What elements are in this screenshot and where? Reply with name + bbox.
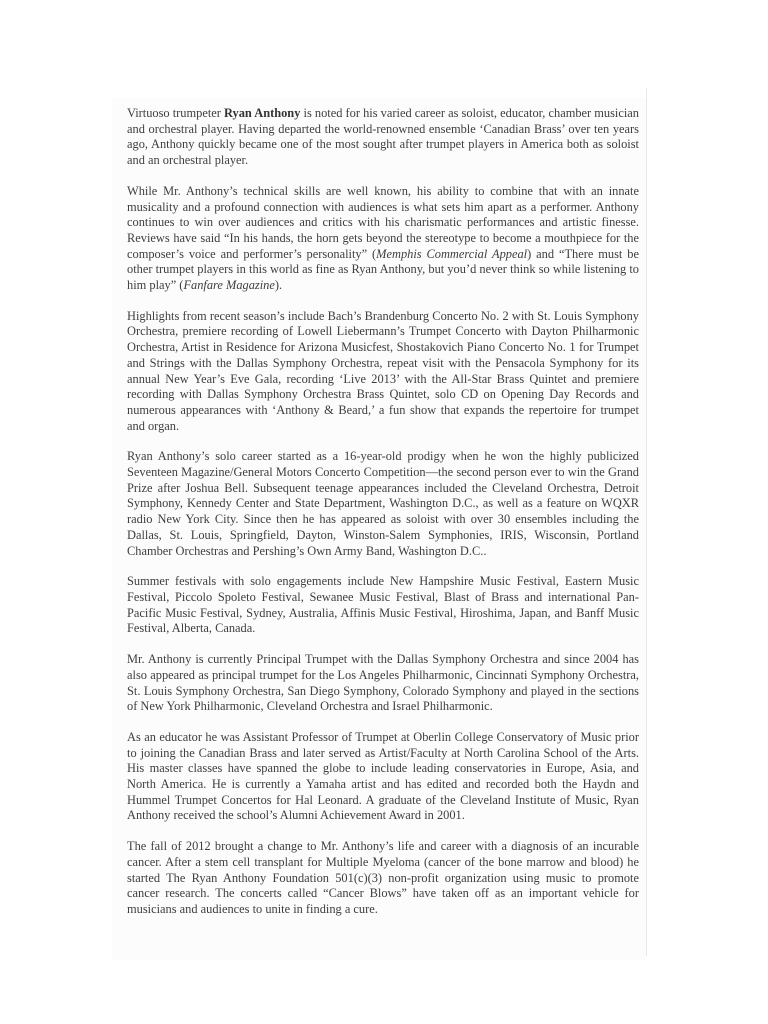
text-run: ). (274, 278, 283, 293)
subject-name-bold: Ryan Anthony (224, 106, 301, 120)
text-run: While Mr. Anthony’s technical skills are well known, his ability to combine that with an innate musicality and a profound connection with audiences is what sets him apart as a performer. Anthony continues to win over audiences and critics with his charismatic performances and artistic finesse. Reviews have said “In his hands, the horn gets beyond the stereotype to become a mouthpiece for the composer’s voice and performer’s personality” ( (127, 183, 639, 261)
text-run: The fall of 2012 brought a change to Mr. Anthony’s life and career with a diagnosis of an incurable cancer. After a stem cell transplant for Multiple Myeloma (cancer of the bone marrow and blood) he started The Ryan Anthony Foundation 501(c)(3) non-profit organization using music to promote cancer research. The concerts called “Cancer Blows” have taken off as an important vehicle for musicians and audiences to unite in finding a cure. (127, 839, 639, 916)
text-run: Summer festivals with solo engagements include New Hampshire Music Festival, Eastern Music Festival, Piccolo Spoleto Festival, Sewanee Music Festival, Blast of Brass and international Pan-Pacific Music Festival, Sydney, Australia, Affinis Music Festival, Hiroshima, Japan, and Banff Music Festival, Alberta, Canada. (127, 574, 639, 636)
paragraph-solo-career (127, 449, 639, 559)
paragraph-cancer-foundation (127, 839, 639, 918)
text-run: ) and “There must be other trumpet players in this world as fine as Ryan Anthony, but you’d never think so while listening to him play” ( (127, 246, 639, 293)
paragraph-reviews (127, 184, 639, 294)
text-run: Virtuoso trumpeter (127, 106, 225, 120)
page-edge-line (646, 88, 647, 956)
paragraph-summer-festivals (127, 574, 639, 637)
paragraph-educator (127, 730, 639, 824)
text-run: Mr. Anthony is currently Principal Trumpet with the Dallas Symphony Orchestra and since 2004 has also appeared as principal trumpet for the Los Angeles Philharmonic, Cincinnati Symphony Orchestra, St. Louis Symphony Orchestra, San Diego Symphony, Colorado Symphony and played in the sections of New York Philharmonic, Cleveland Orchestra and Israel Philharmonic. (127, 652, 639, 714)
publication-name-italic: Memphis Commercial Appeal (376, 246, 528, 261)
text-run: Highlights from recent season’s include Bach’s Brandenburg Concerto No. 2 with St. Louis Symphony Orchestra, premiere recording of Lowell Liebermann’s Trumpet Concerto with Dayton Philharmonic Orchestra, Artist in Residence for Arizona Musicfest, Shostakovich Piano Concerto No. 1 for Trumpet and Strings with the Dallas Symphony Orchestra, repeat visit with the Pensacola Symphony for its annual New Year’s Eve Gala, recording ‘Live 2013’ with the All-Star Brass Quintet and premiere recording with Dallas Symphony Orchestra Brass Quintet, solo CD on Opening Day Records and numerous appearances with ‘Anthony & Beard,’ a fun show that expands the repertoire for trumpet and organ. (127, 308, 639, 433)
paragraph-principal-trumpet (127, 652, 639, 715)
publication-name-italic: Fanfare Magazine (183, 278, 275, 293)
document-text-block (127, 106, 639, 933)
text-run: Ryan Anthony’s solo career started as a 16-year-old prodigy when he won the highly publicized Seventeen Magazine/General Motors Concerto Competition—the second person ever to win the Grand Prize after Joshua Bell. Subsequent teenage appearances included the Cleveland Orchestra, Detroit Symphony, Kennedy Center and State Department, Washington D.C., as well as a feature on WQXR radio New York City. Since then he has appeared as soloist with over 30 ensembles including the Dallas, St. Louis, Springfield, Dayton, Winston-Salem Symphonies, IRIS, Wisconsin, Portland Chamber Orchestras and Pershing’s Own Army Band, Washington D.C.. (127, 449, 639, 558)
text-run: is noted for his varied career as soloist, educator, chamber musician and orchestral player. Having departed the world-renowned ensemble ‘Canadian Brass’ over ten years ago, Anthony quickly became one of the most sought after trumpet players in America both as soloist and an orchestral player. (127, 106, 639, 168)
text-run: As an educator he was Assistant Professor of Trumpet at Oberlin College Conservatory of Music prior to joining the Canadian Brass and later served as Artist/Faculty at North Carolina School of the Arts. His master classes have spanned the globe to include leading conservatories in Europe, Asia, and North America. He is currently a Yamaha artist and has edited and recorded both the Haydn and Hummel Trumpet Concertos for Hal Leonard. A graduate of the Cleveland Institute of Music, Ryan Anthony received the school’s Alumni Achievement Award in 2001. (127, 729, 639, 823)
paragraph-highlights (127, 309, 639, 435)
paragraph-intro (127, 106, 639, 169)
